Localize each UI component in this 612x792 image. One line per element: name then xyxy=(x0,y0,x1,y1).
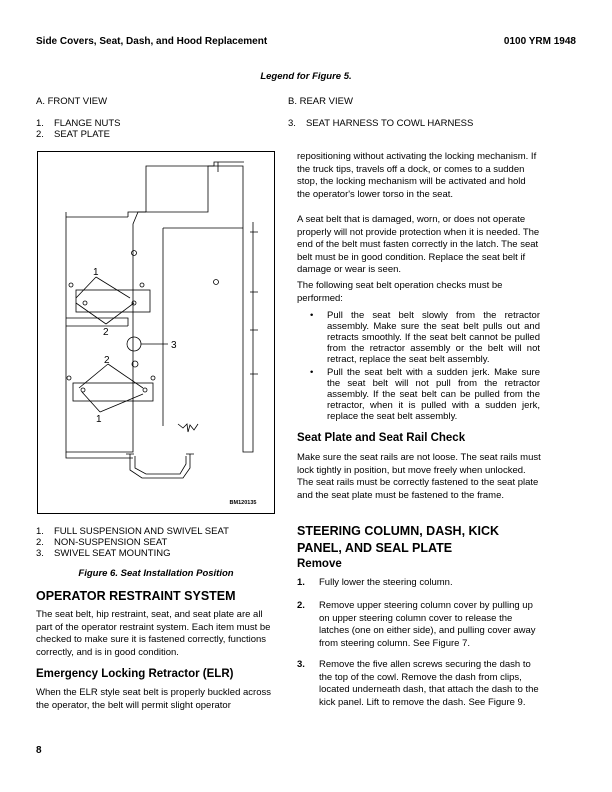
page-number: 8 xyxy=(36,745,42,756)
steering-column-heading: STEERING COLUMN, DASH, KICK PANEL, AND SEAL PLATE xyxy=(297,524,500,555)
seat-rail-heading: Seat Plate and Seat Rail Check xyxy=(297,432,466,444)
callout-1-bottom: 1 xyxy=(96,414,102,425)
seat-rail-paragraph: Make sure the seat rails are not loose. The seat rails must lock tightly in position, but move freely when unlocked. The seat rails must be correctly fastened to the seat plate and the seat plate must be fastened to the frame. xyxy=(297,452,541,501)
callout-2-top: 2 xyxy=(103,327,109,338)
document-number: 0100 YRM 1948 xyxy=(503,36,576,47)
operator-restraint-heading: OPERATOR RESTRAINT SYSTEM xyxy=(36,589,236,603)
checks-intro-paragraph: The following seat belt operation checks must be performed: xyxy=(297,280,503,304)
running-header-title: Side Covers, Seat, Dash, and Hood Replacement xyxy=(36,36,268,47)
legend-item: 3. SEAT HARNESS TO COWL HARNESS xyxy=(288,118,474,129)
callout-1-top: 1 xyxy=(93,267,99,278)
figure5-legend-title: Legend for Figure 5. xyxy=(260,71,352,82)
elr-paragraph: When the ELR style seat belt is properly buckled across the operator, the belt will permit slight operator xyxy=(36,687,271,711)
operator-restraint-paragraph: The seat belt, hip restraint, seat, and seat plate are all part of the operator restraint system. Each item must be checked to make sure it is fastened correctly, functions correctly, and is in good condition. xyxy=(36,609,271,658)
figure5-view-b: B. REAR VIEW xyxy=(288,96,353,107)
elr-paragraph-continued: repositioning without activating the locking mechanism. If the truck tips, travels off a dock, or comes to a sudden stop, the locking mechanism will be activated and hold the operator's lower torso in the seat. xyxy=(297,151,537,200)
figure5-legend-right xyxy=(288,118,473,129)
figure5-legend-left xyxy=(36,118,121,140)
damaged-belt-paragraph: A seat belt that is damaged, worn, or does not operate properly will not provide protection when it is needed. The end of the belt must fasten correctly in the latch. The seat belt must be in good condition. Replace the seat belt if damage or wear is seen. xyxy=(297,214,540,275)
elr-heading: Emergency Locking Retractor (ELR) xyxy=(36,668,234,680)
legend-item: 1. FLANGE NUTS xyxy=(36,118,121,129)
legend-item: 2. SEAT PLATE xyxy=(36,129,110,140)
remove-heading: Remove xyxy=(297,558,342,570)
step-item: 3. Remove the five allen screws securing the dash to the top of the cowl. Remove the dash from clips, located underneath dash, that attach the dash to the kick panel. Lift to remove the dash. See Figure 9. xyxy=(297,659,539,708)
step-item: 1. Fully lower the steering column. xyxy=(297,577,453,588)
figure6-illustration xyxy=(37,151,275,514)
legend-item: 3. SWIVEL SEAT MOUNTING xyxy=(36,548,171,559)
bullet-item: • Pull the seat belt with a sudden jerk. Make sure the seat belt will not pull from the retractor assembly. If the seat belt can be pulled from the retractor, when it is pulled with a sudden jerk, replace the seat belt assembly. xyxy=(310,367,540,422)
step-item: 2. Remove upper steering column cover by pulling up on upper steering column cover to release the latches (one on either side), and pulling cover away from steering column. See Figure 7. xyxy=(297,600,536,649)
figure-code: BM120135 xyxy=(229,500,257,506)
figure5-view-a: A. FRONT VIEW xyxy=(36,96,108,107)
callout-2-bottom: 2 xyxy=(104,355,110,366)
bullet-item: • Pull the seat belt slowly from the retractor assembly. Make sure the seat belt pulls out and retracts smoothly. If the seat belt cannot be pulled from the retractor assembly or the belt will not retract, replace the seat belt assembly. xyxy=(310,310,540,365)
figure6-caption: Figure 6. Seat Installation Position xyxy=(78,568,234,579)
figure6-legend xyxy=(36,526,229,559)
legend-item: 1. FULL SUSPENSION AND SWIVEL SEAT xyxy=(36,526,229,537)
seat-mounting-drawing xyxy=(38,152,274,513)
legend-item: 2. NON-SUSPENSION SEAT xyxy=(36,537,168,548)
callout-3: 3 xyxy=(171,340,177,351)
